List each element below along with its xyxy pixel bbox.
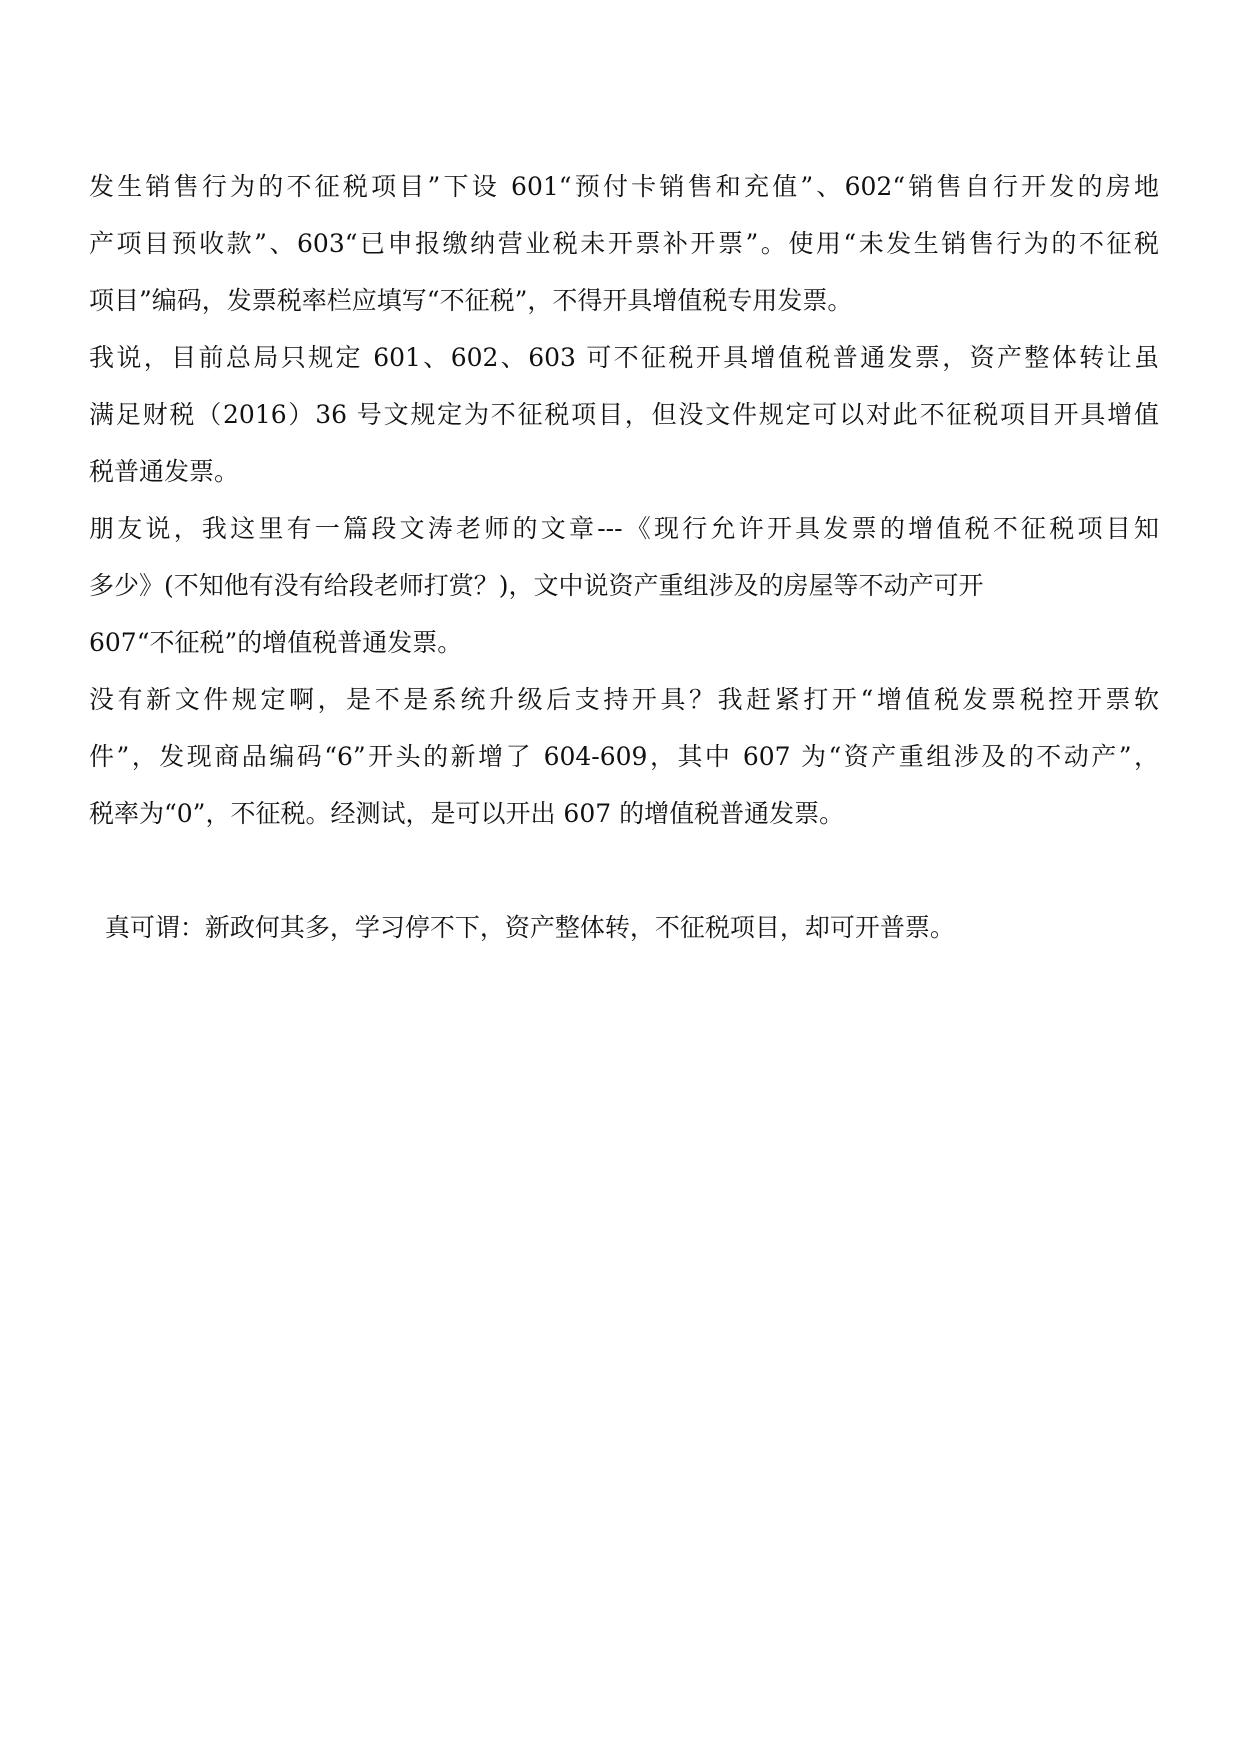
- paragraph-line: 满足财税（2016）36 号文规定为不征税项目，但没文件规定可以对此不征税项目开具增值: [89, 400, 1159, 429]
- blank-line: [89, 842, 1159, 899]
- paragraph-line: 发生销售行为的不征税项目”下设 601“预付卡销售和充值”、602“销售自行开发的房地: [89, 172, 1159, 201]
- paragraph-line: 件”，发现商品编码“6”开头的新增了 604-609，其中 607 为“资产重组涉及的不动产”，: [89, 742, 1159, 771]
- paragraph-line: 税普通发票。: [89, 457, 240, 486]
- paragraph-line: 多少》(不知他有没有给段老师打赏？)，文中说资产重组涉及的房屋等不动产可开: [89, 571, 984, 600]
- paragraph-line: 我说，目前总局只规定 601、602、603 可不征税开具增值税普通发票，资产整体转让虽: [89, 343, 1159, 372]
- paragraph-line: 607“不征税”的增值税普通发票。: [89, 628, 463, 657]
- document-body: [89, 158, 1159, 956]
- paragraph-line: 没有新文件规定啊，是不是系统升级后支持开具？我赶紧打开“增值税发票税控开票软: [89, 685, 1159, 714]
- paragraph-line: 税率为“0”，不征税。经测试，是可以开出 607 的增值税普通发票。: [89, 799, 845, 828]
- paragraph-line: 朋友说，我这里有一篇段文涛老师的文章---《现行允许开具发票的增值税不征税项目知: [89, 514, 1159, 543]
- paragraph-line: 真可谓：新政何其多，学习停不下，资产整体转，不征税项目，却可开普票。: [89, 913, 955, 942]
- paragraph-line: 产项目预收款”、603“已申报缴纳营业税未开票补开票”。使用“未发生销售行为的不征税: [89, 229, 1159, 258]
- paragraph-line: 项目”编码，发票税率栏应填写“不征税”，不得开具增值税专用发票。: [89, 286, 853, 315]
